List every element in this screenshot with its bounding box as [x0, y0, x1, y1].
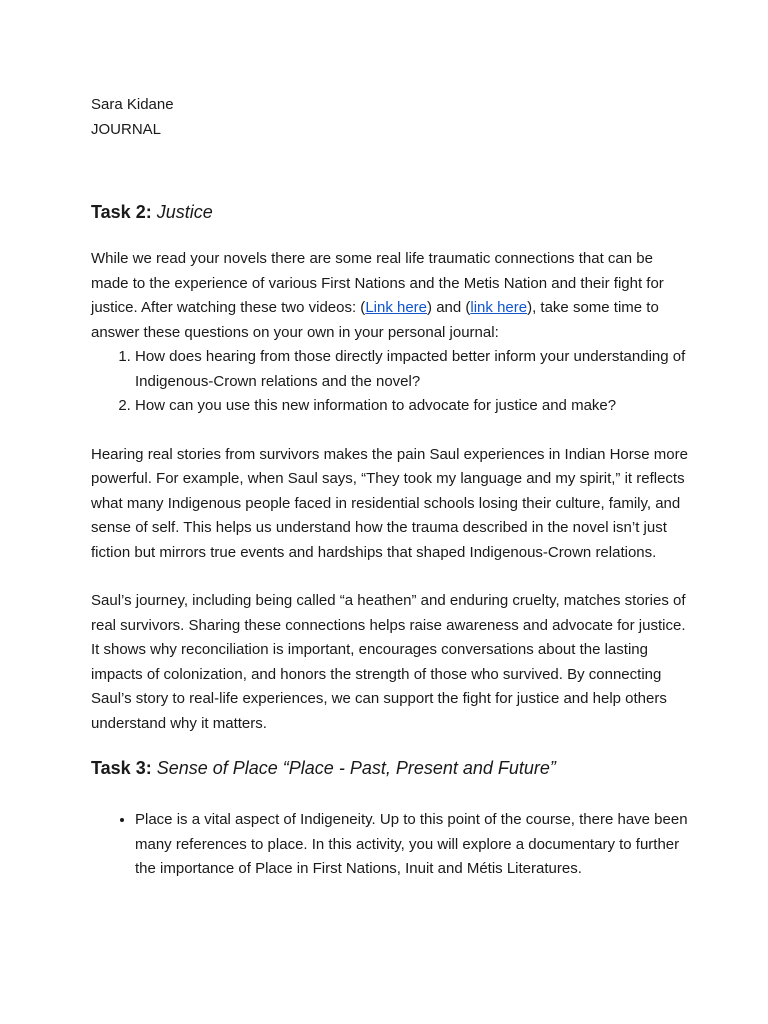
author-name: Sara Kidane	[91, 96, 174, 113]
task2-intro	[91, 247, 691, 345]
document-page	[91, 93, 691, 882]
answer-paragraph-1: Hearing real stories from survivors makes the pain Saul experiences in Indian Horse more powerful. For example, when Saul says, “They took my language and my spirit,” it reflects what many Indigenous people faced in residential schools losing their culture, family, and sense of self. This helps us understand how the trauma described in the novel isn’t just fiction but mirrors true events and hardships that shaped Indigenous-Crown relations.	[91, 445, 688, 561]
task2-heading	[91, 200, 691, 224]
task2-intro-part1: While we read your novels there are some real life traumatic connections that can be made to the experience of various First Nations and the Metis Nation and their fight for justice. After watching these two videos: (	[91, 250, 664, 316]
video-link-2[interactable]: link here	[470, 299, 528, 316]
task2-intro-part2: ) and (	[427, 299, 471, 316]
task3-label: Task 3:	[91, 758, 152, 778]
task2-label: Task 2:	[91, 202, 152, 222]
answer-paragraph-2: Saul’s journey, including being called “a heathen” and enduring cruelty, matches stories of real survivors. Sharing these connections helps raise awareness and advocate for justice. It shows why reconciliation is important, encourages conversations about the lasting impacts of colonization, and honors the strength of those who survived. By connecting Saul’s story to real-life experiences, we can support the fight for justice and help others understand why it matters.	[91, 592, 686, 732]
task3-title: Sense of Place “Place - Past, Present and Future”	[156, 758, 556, 778]
document-header	[91, 93, 691, 142]
document-type: JOURNAL	[91, 120, 162, 138]
task2-intro-part3: ), take some time to answer these questions on your own in your personal journal:	[91, 299, 659, 341]
task3-bullets	[91, 808, 691, 882]
task2-title: Justice	[156, 202, 213, 222]
question-item: 2. How can you use this new information to advocate for justice and make?	[135, 394, 691, 419]
video-link-1[interactable]: Link here	[365, 299, 428, 316]
bullet-item: • Place is a vital aspect of Indigeneity. Up to this point of the course, there have been many references to place. In this activity, you will explore a documentary to further the importance of Place in First Nations, Inuit and Métis Literatures.	[135, 808, 691, 882]
task3-heading	[91, 756, 691, 780]
question-item: 1. How does hearing from those directly impacted better inform your understanding of Indigenous-Crown relations and the novel?	[135, 345, 691, 394]
task2-questions	[91, 345, 691, 419]
